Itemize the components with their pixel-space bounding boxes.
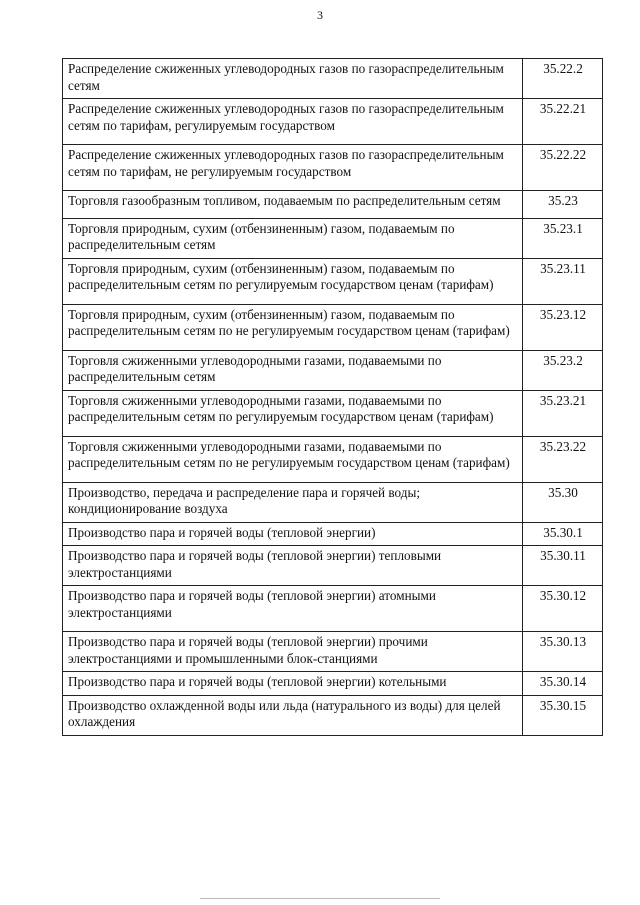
activity-description: Распределение сжиженных углеводородных газов по газораспределительным сетям [63,59,523,99]
activity-code: 35.23 [523,191,603,219]
table-row [63,99,603,145]
table-row [63,436,603,482]
table-row [63,145,603,191]
table-row [63,695,603,735]
activity-description: Торговля сжиженными углеводородными газами, подаваемыми по распределительным сетям по не регулируемым государством ценам (тарифам) [63,436,523,482]
activity-code: 35.23.21 [523,390,603,436]
table-row [63,59,603,99]
table-row [63,482,603,522]
table-row [63,586,603,632]
activity-description: Торговля природным, сухим (отбензиненным) газом, подаваемым по распределительным сетям [63,218,523,258]
activity-code: 35.30.11 [523,546,603,586]
activity-code: 35.30.1 [523,522,603,546]
table-row [63,258,603,304]
table-row [63,672,603,696]
activity-codes-table [62,58,603,736]
activity-code: 35.30.13 [523,632,603,672]
activity-code: 35.30.12 [523,586,603,632]
table-row [63,350,603,390]
table-body [63,59,603,736]
activity-description: Распределение сжиженных углеводородных газов по газораспределительным сетям по тарифам, регулируемым государством [63,99,523,145]
table-row [63,191,603,219]
activity-code: 35.22.22 [523,145,603,191]
activity-description: Торговля природным, сухим (отбензиненным) газом, подаваемым по распределительным сетям по регулируемым государством ценам (тарифам) [63,258,523,304]
bottom-divider [200,898,440,899]
activity-code: 35.22.2 [523,59,603,99]
activity-description: Торговля газообразным топливом, подаваемым по распределительным сетям [63,191,523,219]
table-row [63,218,603,258]
activity-code: 35.23.1 [523,218,603,258]
table-row [63,522,603,546]
table-row [63,632,603,672]
activity-code: 35.23.11 [523,258,603,304]
activity-description: Производство пара и горячей воды (тепловой энергии) [63,522,523,546]
activity-description: Производство охлажденной воды или льда (натурального из воды) для целей охлаждения [63,695,523,735]
activity-description: Производство пара и горячей воды (тепловой энергии) атомными электростанциями [63,586,523,632]
activity-description: Производство, передача и распределение пара и горячей воды; кондиционирование воздуха [63,482,523,522]
activity-code: 35.23.12 [523,304,603,350]
activity-description: Торговля природным, сухим (отбензиненным) газом, подаваемым по распределительным сетям по не регулируемым государством ценам (тарифам) [63,304,523,350]
activity-code: 35.30 [523,482,603,522]
activity-description: Торговля сжиженными углеводородными газами, подаваемыми по распределительным сетям по регулируемым государством ценам (тарифам) [63,390,523,436]
table-row [63,546,603,586]
activity-description: Торговля сжиженными углеводородными газами, подаваемыми по распределительным сетям [63,350,523,390]
activity-description: Производство пара и горячей воды (тепловой энергии) котельными [63,672,523,696]
table-row [63,304,603,350]
activity-description: Производство пара и горячей воды (тепловой энергии) прочими электростанциями и промышленными блок-станциями [63,632,523,672]
activity-description: Производство пара и горячей воды (тепловой энергии) тепловыми электростанциями [63,546,523,586]
activity-code: 35.30.14 [523,672,603,696]
activity-code: 35.30.15 [523,695,603,735]
activity-description: Распределение сжиженных углеводородных газов по газораспределительным сетям по тарифам, не регулируемым государством [63,145,523,191]
table-row [63,390,603,436]
activity-code: 35.22.21 [523,99,603,145]
activity-code: 35.23.22 [523,436,603,482]
page-number: 3 [317,8,323,22]
activity-code: 35.23.2 [523,350,603,390]
